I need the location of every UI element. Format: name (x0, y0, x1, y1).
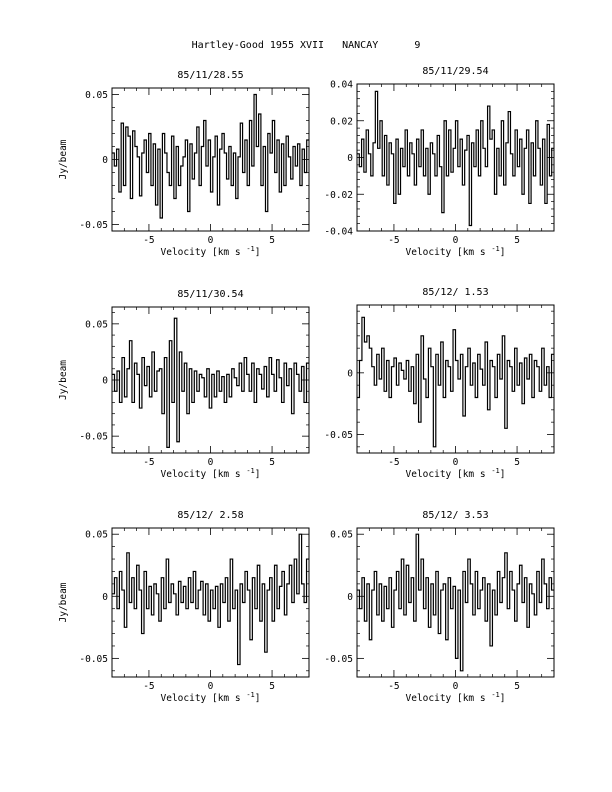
x-axis-label-exponent: -1 (246, 467, 255, 475)
y-tick-label: 0 (102, 591, 108, 603)
spectrum-line (112, 534, 309, 664)
panel-title: 85/12/ 2.58 (177, 510, 244, 521)
figure-title: Hartley-Good 1955 XVII NANCAY 9 (191, 40, 421, 51)
panel-title: 85/11/28.55 (177, 70, 244, 81)
x-tick-label: 5 (269, 681, 275, 692)
spectrum-panel-6 (324, 510, 554, 704)
spectrum-line (357, 534, 554, 671)
x-tick-label: -5 (143, 681, 155, 692)
y-axis-label: Jy/beam (58, 359, 69, 401)
x-tick-label: 5 (514, 235, 520, 246)
y-tick-label: 0 (347, 153, 353, 164)
x-tick-label: 5 (269, 457, 275, 468)
y-tick-label: 0 (102, 155, 108, 166)
x-axis-label-bracket: ] (499, 247, 506, 258)
x-tick-label: 0 (207, 681, 214, 692)
y-tick-label: -0.04 (324, 226, 353, 238)
x-tick-label: 5 (514, 457, 520, 468)
x-axis-label: Velocity [km s $^{-1}$] (405, 245, 506, 258)
spectrum-panels (58, 66, 554, 704)
x-axis-label: Velocity [km s $^{-1}$] (160, 691, 261, 704)
y-tick-label: 0.05 (85, 90, 108, 101)
x-axis-label-exponent: -1 (491, 691, 500, 699)
spectrum-panel-1 (58, 70, 309, 258)
x-tick-label: -5 (143, 457, 155, 468)
spectrum-line (357, 91, 554, 225)
y-tick-label: 0 (347, 591, 353, 603)
y-tick-label: -0.05 (324, 430, 353, 441)
x-tick-label: -5 (143, 235, 155, 246)
spectrum-panel-3 (58, 289, 309, 480)
spectrum-panel-2 (324, 66, 554, 258)
x-tick-label: 0 (207, 457, 214, 468)
x-axis-label-exponent: -1 (246, 245, 255, 253)
y-tick-label: 0.04 (330, 79, 353, 91)
x-axis-label: Velocity [km s $^{-1}$] (405, 691, 506, 704)
y-tick-label: 0 (102, 375, 108, 387)
spectrum-panel-4 (324, 287, 554, 480)
panel-title: 85/12/ 3.53 (422, 510, 489, 521)
x-axis-label: Velocity [km s $^{-1}$] (160, 245, 261, 258)
y-tick-label: -0.05 (79, 220, 108, 231)
x-tick-label: 5 (514, 681, 520, 692)
y-tick-label: 0.02 (330, 116, 353, 128)
y-tick-label: 0.05 (85, 529, 108, 541)
x-tick-label: 0 (452, 681, 459, 692)
x-tick-label: 5 (269, 235, 275, 246)
spectrum-line (112, 95, 309, 219)
x-tick-label: 0 (452, 457, 459, 468)
x-tick-label: -5 (388, 235, 400, 246)
x-tick-label: -5 (388, 681, 400, 692)
y-tick-label: 0 (347, 368, 353, 380)
x-axis-label-bracket: ] (254, 693, 261, 704)
x-axis-label-exponent: -1 (246, 691, 255, 699)
x-axis-label: Velocity [km s $^{-1}$] (405, 467, 506, 480)
x-axis-label-bracket: ] (499, 469, 506, 480)
x-tick-label: -5 (388, 457, 400, 468)
panel-title: 85/11/30.54 (177, 289, 244, 300)
y-tick-label: -0.05 (324, 653, 353, 665)
y-tick-label: -0.05 (79, 431, 108, 443)
x-axis-label-bracket: ] (499, 693, 506, 704)
x-axis-label-exponent: -1 (491, 467, 500, 475)
y-tick-label: 0.05 (330, 529, 353, 541)
spectrum-line (357, 317, 554, 447)
x-axis-label-bracket: ] (254, 469, 261, 480)
y-axis-label: Jy/beam (58, 582, 69, 623)
x-tick-label: 0 (207, 235, 214, 246)
panel-title: 85/11/29.54 (422, 66, 489, 77)
y-tick-label: 0.05 (85, 319, 108, 331)
x-axis-label-exponent: -1 (491, 245, 500, 253)
y-tick-label: -0.02 (324, 189, 353, 201)
x-tick-label: 0 (452, 235, 459, 246)
spectrum-line (112, 318, 309, 447)
y-tick-label: -0.05 (79, 653, 108, 665)
panel-title: 85/12/ 1.53 (422, 287, 489, 298)
spectrum-panel-5 (58, 510, 309, 704)
y-axis-label: Jy/beam (58, 139, 69, 180)
x-axis-label: Velocity [km s $^{-1}$] (160, 467, 261, 480)
x-axis-label-bracket: ] (254, 247, 261, 258)
